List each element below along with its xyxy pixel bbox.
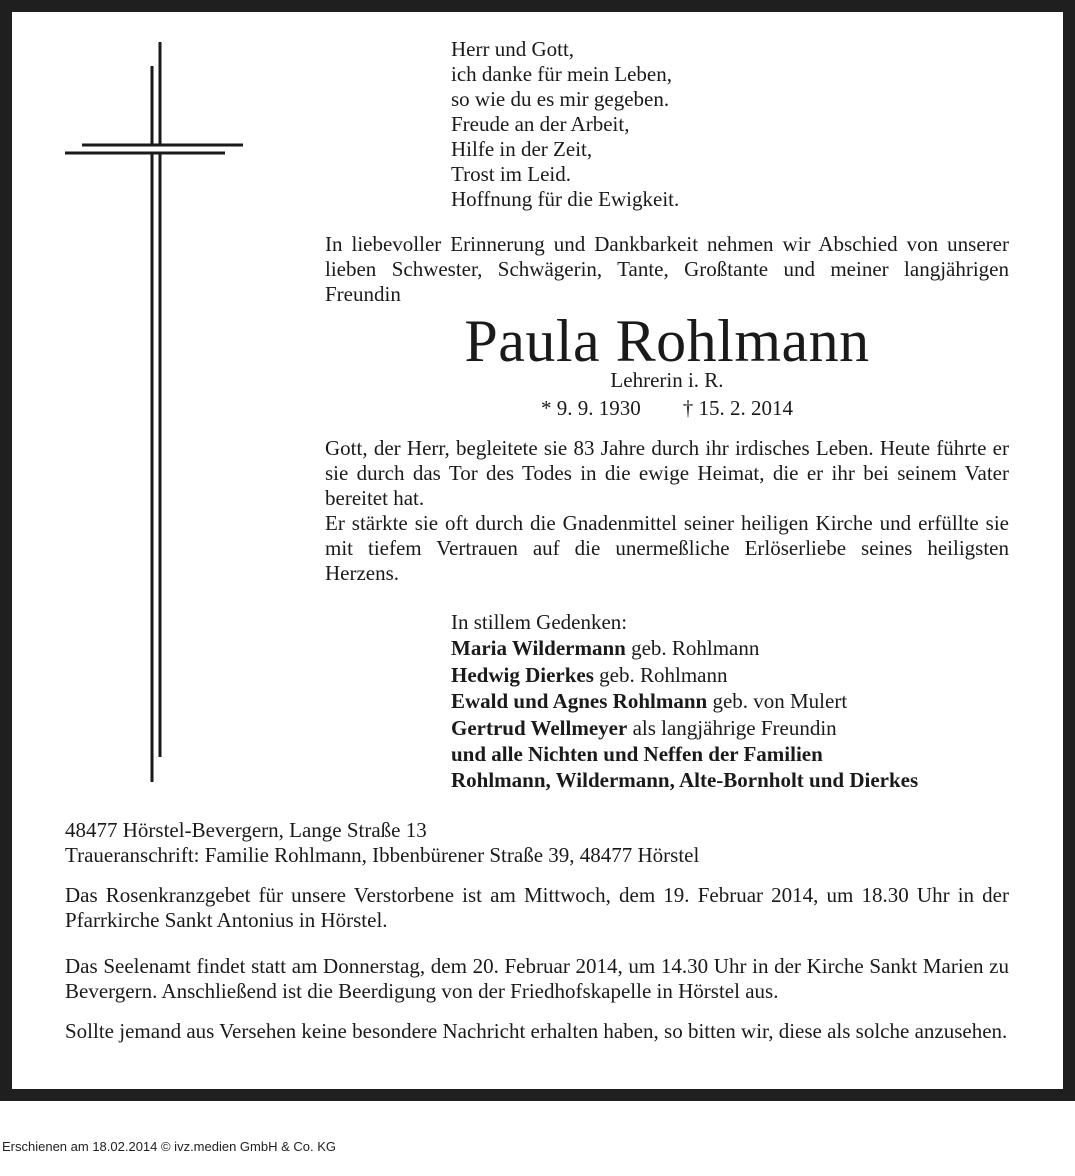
body-paragraph: Er stärkte sie oft durch die Gnadenmittel seiner heiligen Kirche und erfüllte sie mit tiefem Vertrauen auf die unermeßliche Erlöserliebe seines heiligsten Herzens. — [325, 511, 1009, 585]
mourning-address: Traueranschrift: Familie Rohlmann, Ibbenbürener Straße 39, 48477 Hörstel — [65, 843, 700, 867]
mourners-heading: In stillem Gedenken: — [451, 610, 628, 634]
home-address: 48477 Hörstel-Bevergern, Lange Straße 13 — [65, 818, 427, 842]
closing-note: Sollte jemand aus Versehen keine besondere Nachricht erhalten haben, so bitten wir, diese als solche anzusehen. — [65, 1019, 1008, 1043]
mourner-name: Ewald und Agnes Rohlmann — [451, 689, 708, 714]
mourner-note: geb. von Mulert — [707, 689, 848, 714]
mourner-entry — [451, 716, 918, 741]
poem-line: Trost im Leid. — [451, 162, 571, 186]
mourner-name: Rohlmann, Wildermann, Alte-Bornholt und Dierkes — [451, 768, 919, 793]
mourner-entry — [451, 663, 918, 688]
mourner-entry — [451, 689, 918, 714]
poem-line: Hilfe in der Zeit, — [451, 137, 593, 161]
poem-line: Herr und Gott, — [451, 37, 575, 61]
mourner-name: und alle Nichten und Neffen der Familien — [451, 741, 823, 766]
mourner-name: Hedwig Dierkes — [451, 662, 594, 687]
poem — [451, 37, 679, 212]
intro-text: In liebevoller Erinnerung und Dankbarkeit nehmen wir Abschied von unserer lieben Schwester, Schwägerin, Tante, Großtante und meiner langjährigen Freundin — [325, 232, 1009, 306]
mourner-entry — [451, 742, 918, 767]
life-dates — [325, 396, 1009, 421]
mourner-note: geb. Rohlmann — [593, 662, 728, 687]
poem-line: ich danke für mein Leben, — [451, 62, 672, 86]
poem-line: so wie du es mir gegeben. — [451, 87, 670, 111]
poem-line: Freude an der Arbeit, — [451, 112, 630, 136]
mourner-name: Maria Wildermann — [451, 636, 626, 661]
mourner-entry — [451, 636, 918, 661]
deceased-name: Paula Rohlmann — [464, 308, 870, 374]
poem-line: Hoffnung für die Ewigkeit. — [451, 187, 680, 211]
birth-date: * 9. 9. 1930 — [541, 396, 641, 420]
mourner-name: Gertrud Wellmeyer — [451, 715, 628, 740]
body-paragraph: Gott, der Herr, begleitete sie 83 Jahre durch ihr irdisches Leben. Heute führte er sie durch das Tor des Todes in die ewige Heimat, die er ihr bei seinem Vater bereitet hat. — [325, 436, 1009, 510]
mourner-entry — [451, 768, 918, 793]
rosary-notice: Das Rosenkranzgebet für unsere Verstorbene ist am Mittwoch, dem 19. Februar 2014, um 18.30 Uhr in der Pfarrkirche Sankt Antonius in Hörstel. — [65, 883, 1009, 932]
mourner-note: als langjährige Freundin — [627, 715, 837, 740]
death-date: † 15. 2. 2014 — [682, 396, 793, 420]
mourner-note: geb. Rohlmann — [625, 636, 760, 661]
address-block — [65, 818, 699, 868]
deceased-profession: Lehrerin i. R. — [610, 368, 724, 392]
publication-footer: Erschienen am 18.02.2014 © ivz.medien GmbH & Co. KG — [2, 1139, 337, 1154]
requiem-notice: Das Seelenamt findet statt am Donnerstag, dem 20. Februar 2014, um 14.30 Uhr in der Kirche Sankt Marien zu Bevergern. Anschließend ist die Beerdigung von der Friedhofskapelle in Hörstel aus. — [65, 954, 1009, 1003]
mourners-list — [451, 610, 918, 795]
